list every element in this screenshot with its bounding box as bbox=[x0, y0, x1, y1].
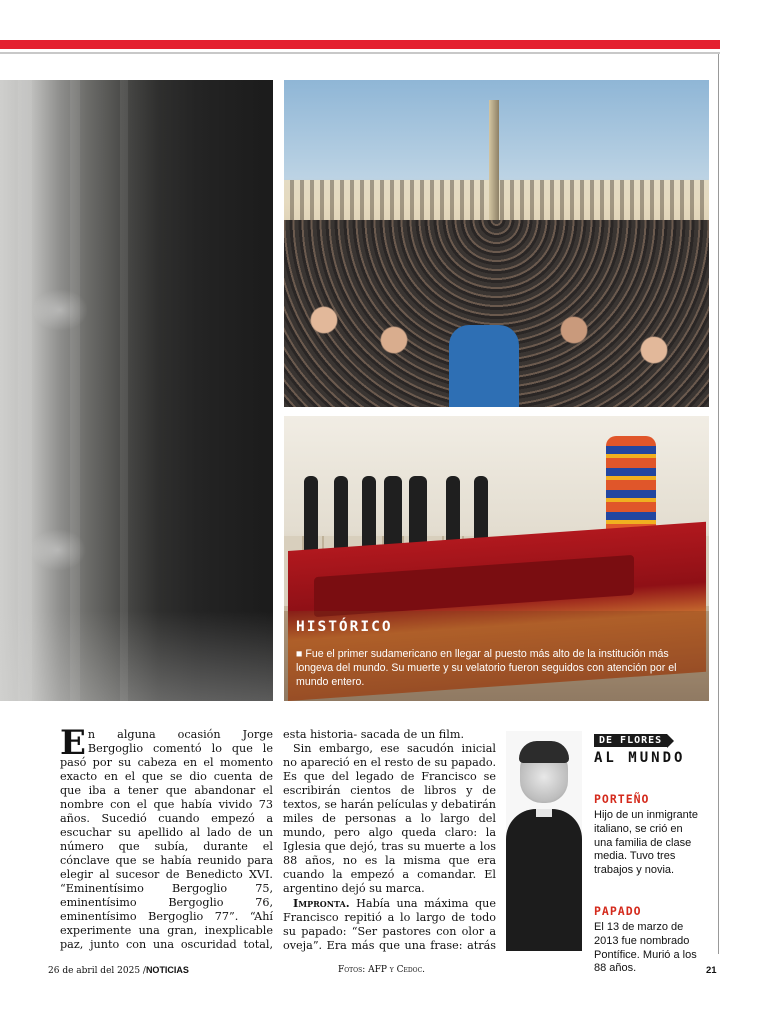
sidebar-heading: PORTEÑO bbox=[594, 792, 650, 806]
page-number: 21 bbox=[706, 965, 717, 976]
article-paragraph: Impronta. Había una máxima que Francisco repitió a lo largo de todo su papado: “Ser pastores con olor a oveja”. Era más que una frase: atrás bbox=[283, 896, 496, 952]
right-column-rule bbox=[718, 54, 719, 954]
sidebar-text: El 13 de marzo de 2013 fue nombrado Pontífice. Murió a los 88 años. bbox=[594, 920, 697, 975]
article-column-2 bbox=[283, 728, 496, 952]
sidebar-title: AL MUNDO bbox=[594, 750, 686, 766]
top-gray-rule bbox=[0, 52, 720, 54]
funeral-photo bbox=[284, 416, 709, 701]
article-paragraph: n alguna ocasión Jorge Bergoglio comentó lo que le pasó por su cabeza en el momento exacto en el que se dio cuenta de que iba a tener que abandonar el nombre con el que había vivido 73 años. Sucedió cuando empezó a escuchar su apellido al lado de un número que subía, durante el cónclave que se había reunido para elegir al sucesor de Benedicto XVI. “Eminentísimo Bergoglio 75, eminentísimo Bergoglio 76, eminentísimo Bergoglio 77”. “Ahí experimente una gran, inexplicable paz, junto con una oscuridad total, bbox=[60, 728, 273, 951]
lead-in: Impronta. bbox=[293, 896, 350, 910]
article-paragraph: Sin embargo, ese sacudón inicial no apareció en el resto de su papado. Es que del legado de Francisco se escribirán cientos de libros y de textos, se harán películas y debatirán miles de personas a lo largo del mundo, pero algo queda claro: la Iglesia que dejó, tras su muerte a los 88 años, no es la misma que era cuando la empezó a comandar. El argentino dejó su marca. bbox=[283, 742, 496, 895]
footer-date: 26 de abril del 2025 /NOTICIAS bbox=[48, 965, 189, 976]
caption-title: HISTÓRICO bbox=[296, 619, 393, 635]
sidebar-heading: PAPADO bbox=[594, 903, 642, 918]
sidebar-text: Hijo de un inmigrante italiano, se crió en una familia de clase media. Tuvo tres trabajos y novia. bbox=[594, 809, 698, 877]
crowd-photo bbox=[284, 80, 709, 407]
sidebar-kicker: DE FLORES bbox=[594, 734, 667, 747]
curtain-photo bbox=[0, 80, 273, 701]
photo-credits: Fotos: AFP y Cedoc. bbox=[338, 965, 426, 975]
article-column-1 bbox=[60, 728, 273, 952]
drop-cap: E bbox=[60, 728, 86, 763]
young-bergoglio-portrait bbox=[506, 731, 582, 951]
caption-text: ■ Fue el primer sudamericano en llegar al puesto más alto de la institución más longeva del mundo. Su muerte y su velatorio fueron seguidos con atención por el mundo entero. bbox=[296, 648, 677, 688]
top-red-bar bbox=[0, 40, 720, 49]
sidebar-box bbox=[594, 730, 704, 976]
magazine-name: NOTICIAS bbox=[145, 965, 189, 975]
article-paragraph: esta historia- sacada de un film. bbox=[283, 728, 465, 741]
